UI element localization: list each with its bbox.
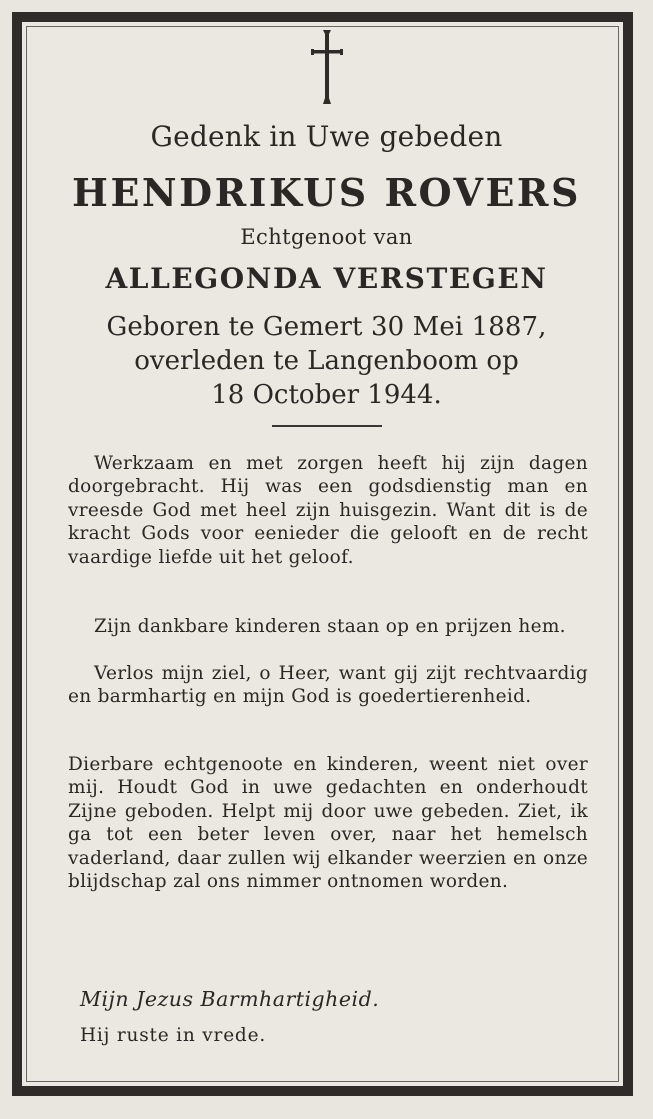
spouse-name: ALLEGONDA VERSTEGEN	[105, 262, 548, 295]
divider	[272, 425, 382, 427]
closing-invocation: Mijn Jezus Barmhartigheid.	[80, 987, 380, 1011]
paragraph-1: Werkzaam en met zorgen heeft hij zijn dagen doorgebracht. Hij was een godsdienstig man en vreesde God met heel zijn huisgezin. Want dit is de kracht Gods voor eenieder die gelooft en de recht vaardige liefde uit het geloof.	[68, 453, 588, 568]
death-date: 18 October 1944.	[211, 380, 442, 410]
paragraph-4: Dierbare echtgenoote en kinderen, weent niet over mij. Houdt God in uwe gedachten en onderhoudt Zijne geboden. Helpt mij door uwe gebeden. Ziet, ik ga tot een beter leven over, naar het hemelsch vaderland, daar zullen wij elkander weerzien en onze blijdschap zal ons nimmer ontnomen worden.	[68, 754, 588, 893]
deceased-name: HENDRIKUS ROVERS	[72, 170, 581, 215]
spouse-relation: Echtgenoot van	[240, 225, 413, 249]
paragraph-2: Zijn dankbare kinderen staan op en prijzen hem.	[94, 616, 566, 637]
death-line: overleden te Langenboom op	[134, 346, 519, 376]
cross-icon	[307, 28, 347, 108]
rest-in-peace: Hij ruste in vrede.	[80, 1025, 267, 1046]
memorial-intro: Gedenk in Uwe gebeden	[150, 120, 503, 153]
birth-line: Geboren te Gemert 30 Mei 1887,	[106, 312, 547, 342]
paragraph-3: Verlos mijn ziel, o Heer, want gij zijt rechtvaardig en barmhartig en mijn God is goedertierenheid.	[68, 663, 588, 708]
